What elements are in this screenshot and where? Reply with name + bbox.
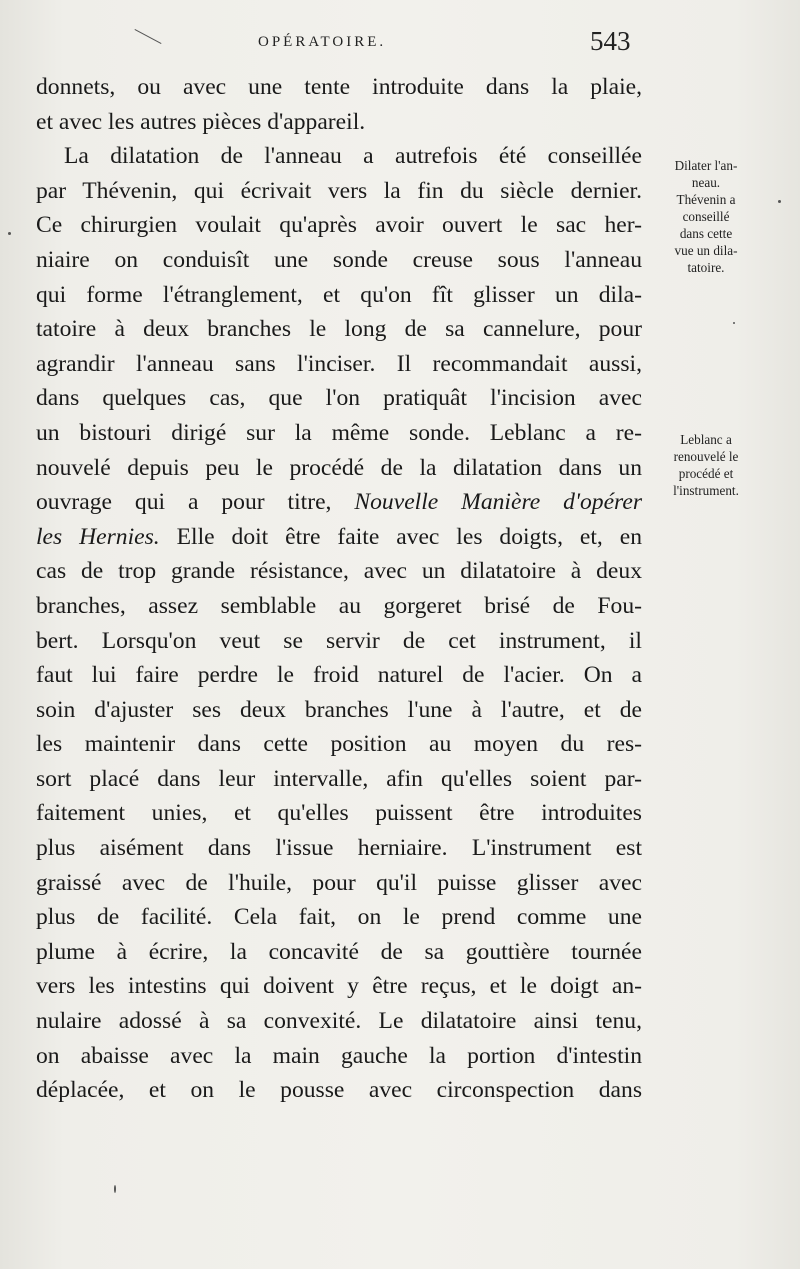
text-line: tatoire à deux branches le long de sa cannelure, pour xyxy=(36,316,642,343)
text-line: cas de trop grande résistance, avec un dilatatoire à deux xyxy=(36,558,642,585)
text-segment: Elle doit être faite avec les doigts, et, en xyxy=(176,523,642,550)
page-number: 543 xyxy=(590,26,631,56)
text-line: déplacée, et on le pousse avec circonspection dans xyxy=(36,1077,642,1104)
text-line: faut lui faire perdre le froid naturel de l'acier. On a xyxy=(36,662,642,689)
paper-speck xyxy=(778,200,781,203)
margin-note-line: Thévenin a xyxy=(676,192,736,207)
paper-speck xyxy=(114,1185,116,1193)
text-line: plus de facilité. Cela fait, on le prend comme une xyxy=(36,904,642,931)
text-line: nulaire adossé à sa convexité. Le dilatatoire ainsi tenu, xyxy=(36,1008,642,1035)
text-line: graissé avec de l'huile, pour qu'il puisse glisser avec xyxy=(36,869,642,896)
text-line: nouvelé depuis peu le procédé de la dilatation dans un xyxy=(36,454,642,481)
text-line: plume à écrire, la concavité de sa gouttière tournée xyxy=(36,938,642,965)
text-line: La dilatation de l'anneau a autrefois été conseillée xyxy=(64,143,642,170)
text-line: branches, assez semblable au gorgeret brisé de Fou- xyxy=(36,592,642,619)
paper-speck xyxy=(8,232,11,235)
text-line: donnets, ou avec une tente introduite dans la plaie, xyxy=(36,74,642,100)
book-title-italic: Nouvelle Manière d'opérer xyxy=(354,489,643,516)
text-line: bert. Lorsqu'on veut se servir de cet instrument, il xyxy=(36,627,642,654)
text-line: un bistouri dirigé sur la même sonde. Leblanc a re- xyxy=(36,419,642,446)
paper-speck xyxy=(733,322,735,324)
text-line: qui forme l'étranglement, et qu'on fît glisser un dila- xyxy=(36,281,642,308)
text-line-with-title xyxy=(36,520,642,555)
text-line: Ce chirurgien voulait qu'après avoir ouvert le sac her- xyxy=(36,212,642,239)
margin-note-line: conseillé xyxy=(682,209,730,224)
text-line: plus aisément dans l'issue herniaire. L'instrument est xyxy=(36,835,642,862)
text-line: soin d'ajuster ses deux branches l'une à l'autre, et de xyxy=(36,696,642,723)
text-line: niaire on conduisît une sonde creuse sous l'anneau xyxy=(36,246,642,273)
text-line: vers les intestins qui doivent y être reçus, et le doigt an- xyxy=(36,973,642,1000)
margin-note-line: vue un dila- xyxy=(674,243,738,258)
margin-note-line: renouvelé le xyxy=(673,449,739,464)
margin-note-line: neau. xyxy=(691,175,721,190)
text-line: dans quelques cas, que l'on pratiquât l'incision avec xyxy=(36,385,642,412)
text-line: faitement unies, et qu'elles puissent être introduites xyxy=(36,800,642,827)
text-line: et avec les autres pièces d'appareil. xyxy=(36,108,366,135)
ink-stroke-mark xyxy=(135,29,162,44)
text-line: les maintenir dans cette position au moyen du res- xyxy=(36,731,642,758)
body-text xyxy=(36,70,642,1108)
margin-note-line: dans cette xyxy=(679,226,733,241)
margin-note-line: l'instrument. xyxy=(673,483,739,498)
text-line: on abaisse avec la main gauche la portion d'intestin xyxy=(36,1042,642,1069)
margin-note-dilatation xyxy=(650,157,762,276)
margin-note-leblanc xyxy=(650,431,762,499)
book-title-italic: les Hernies. xyxy=(36,523,160,550)
running-head: OPÉRATOIRE. xyxy=(258,34,387,50)
margin-note-line: tatoire. xyxy=(687,260,725,275)
text-segment: ouvrage qui a pour titre, xyxy=(36,489,332,516)
text-line: agrandir l'anneau sans l'inciser. Il recommandait aussi, xyxy=(36,350,642,377)
text-line-with-title xyxy=(36,485,642,520)
text-line: par Thévenin, qui écrivait vers la fin du siècle dernier. xyxy=(36,177,642,204)
text-line: sort placé dans leur intervalle, afin qu'elles soient par- xyxy=(36,765,642,792)
margin-note-line: procédé et xyxy=(678,466,734,481)
margin-note-line: Leblanc a xyxy=(680,432,732,447)
margin-note-line: Dilater l'an- xyxy=(674,158,738,173)
